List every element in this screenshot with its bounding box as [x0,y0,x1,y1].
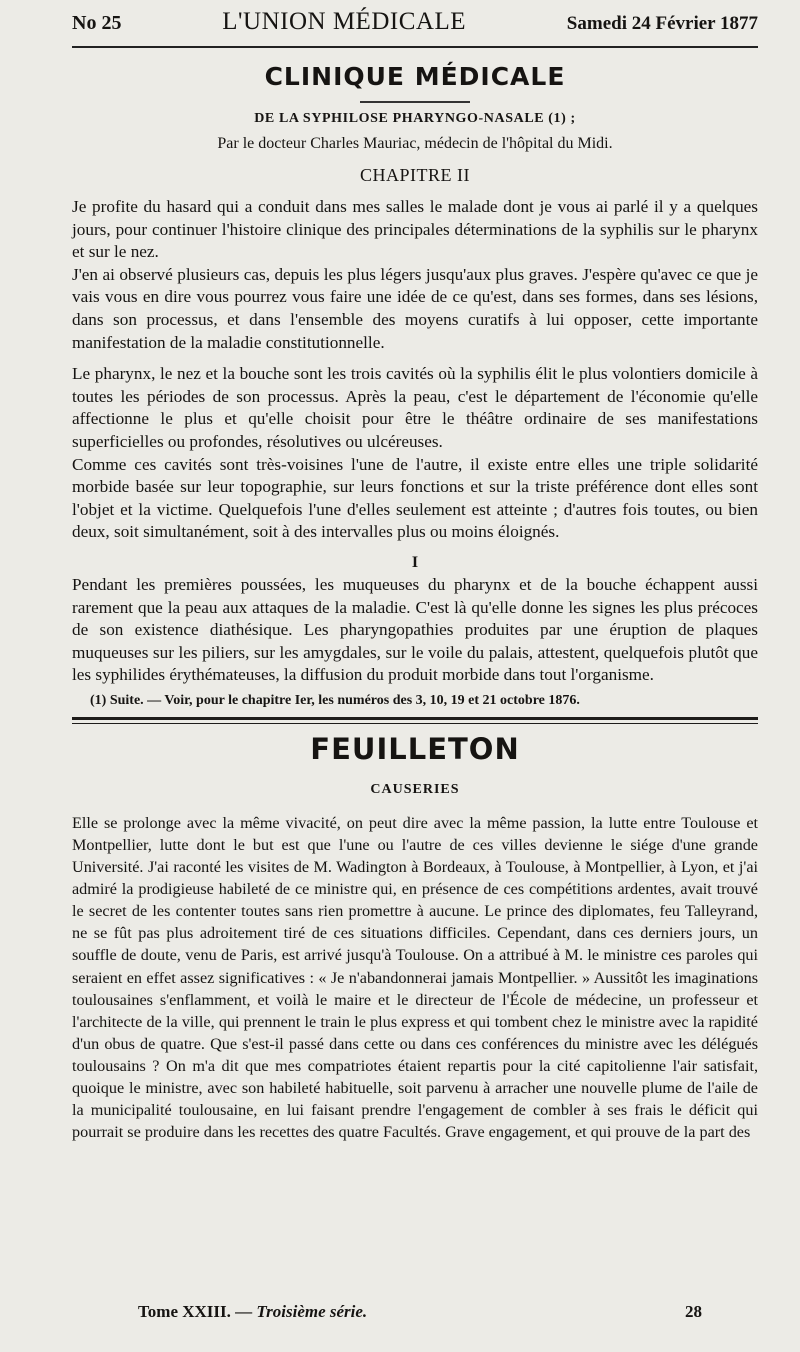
paragraph: Je profite du hasard qui a conduit dans mes salles le malade dont je vous ai parlé il y a quelques jours, pour continuer l'histoire clinique des principales déterminations de la syphilis sur le pharynx et sur le nez. [72,197,758,262]
clinique-section [72,62,758,709]
feuilleton-section [72,732,758,1143]
page-number: 28 [685,1302,702,1321]
volume-info [138,1302,367,1322]
paragraph: J'en ai observé plusieurs cas, depuis les plus légers jusqu'aux plus graves. J'espère qu'avec ce que je vais vous en dire vous pourrez vous faire une idée de ce qu'est, dans ses formes, dans ses lésions, dans son processus, et dans l'ensemble des moyens curatifs à lui opposer, cette importante manifestation de la maladie constitutionnelle. [72,264,758,352]
journal-title: L'UNION MÉDICALE [222,8,466,35]
byline: Par le docteur Charles Mauriac, médecin de l'hôpital du Midi. [217,135,613,152]
paragraph: Elle se prolonge avec la même vivacité, on peut dire avec la même passion, la lutte entre Toulouse et Montpellier, lutte dont le but est que l'une ou l'autre de ces villes devienne le siége d'une grande Université. J'ai raconté les visites de M. Wadington à Bordeaux, à Toulouse, à Montpellier, à Lyon, et j'ai admiré la prodigieuse habileté de ce ministre qui, en présence de ces compétitions ardentes, avait trouvé le secret de les contenter toutes sans rien promettre à aucune. Le prince des diplomates, feu Talleyrand, ne se fût pas plus adroitement tiré de ces situations difficiles. Cependant, dans ces derniers jours, un souffle de doute, venu de Paris, est arrivé jusqu'à Toulouse. On a attribué à M. le ministre ces paroles qui seraient en effet assez significatives : « Je n'abandonnerai jamais Montpellier. » Aussitôt les imaginations toulousaines s'enflamment, et voilà le maire et le directeur de l'École de médecine, un professeur et l'architecte de la ville, qui prennent le train le plus express et qui tombent chez le ministre avec la rapidité d'un obus de quatre. Que s'est-il passé dans cette ou dans ces conférences du ministre avec les délégués toulousains ? On m'a dit que mes compatriotes étaient repartis pour la cité capitolienne l'air satisfait, quoique le ministre, avec son habileté habituelle, soit parvenu à arracher une nouvelle plume de l'aile de la municipalité toulousaine, en lui faisant prendre l'engagement de combler à ses frais le déficit qui pourrait se produire dans les recettes des quatre Facultés. Grave engagement, et qui prouve de la part des [72,813,758,1142]
section-title-clinique: CLINIQUE MÉDICALE [264,62,566,91]
issue-date: Samedi 24 Février 1877 [566,13,758,34]
tome-label: Tome XXIII. — [138,1302,253,1321]
serie-label: Troisième série. [256,1302,368,1321]
feuilleton-divider [72,717,758,724]
feuilleton-subtitle: CAUSERIES [370,781,460,797]
part-numeral: I [411,553,419,571]
page-header [72,0,758,38]
title-rule [360,101,470,103]
paragraph: Le pharynx, le nez et la bouche sont les trois cavités où la syphilis élit le plus volontiers domicile à toutes les périodes de son processus. Après la peau, c'est le département de l'économie qu'elle affectionne le plus et qu'elle choisit pour être le théâtre ordinaire de ses manifestations superficielles ou profondes, résolutives ou ulcéreuses. [72,364,758,451]
section-title-feuilleton: FEUILLETON [310,731,520,766]
paragraph: Pendant les premières poussées, les muqueuses du pharynx et de la bouche échappent aussi rarement que la peau aux attaques de la maladie. C'est là qu'elle donne les signes les plus précoces de son existence diathésique. Les pharyngopathies produites par une éruption de plaques muqueuses sur les piliers, sur les amygdales, sur le voile du palais, attestent, quelquefois plutôt que les syphilides érythémateuses, la diffusion du produit morbide dans tout l'organisme. [72,574,758,685]
page-footer [138,1302,702,1322]
article-title: DE LA SYPHILOSE PHARYNGO-NASALE (1) ; [254,111,576,126]
chapter-heading: CHAPITRE II [360,165,470,185]
paragraph: Comme ces cavités sont très-voisines l'une de l'autre, il existe entre elles une triple solidarité morbide basée sur leur topographie, sur leurs fonctions et sur la triste préférence dont elles sont l'objet et la victime. Quelquefois l'une d'elles seulement est atteinte ; d'autres fois toutes, ou bien deux, soit simultanément, soit à des intervalles plus ou moins éloignés. [72,454,758,542]
issue-number: No 25 [72,12,122,34]
footnote: (1) Suite. — Voir, pour le chapitre Ier, les numéros des 3, 10, 19 et 21 octobre 1876. [90,692,580,708]
header-rule [72,46,758,48]
